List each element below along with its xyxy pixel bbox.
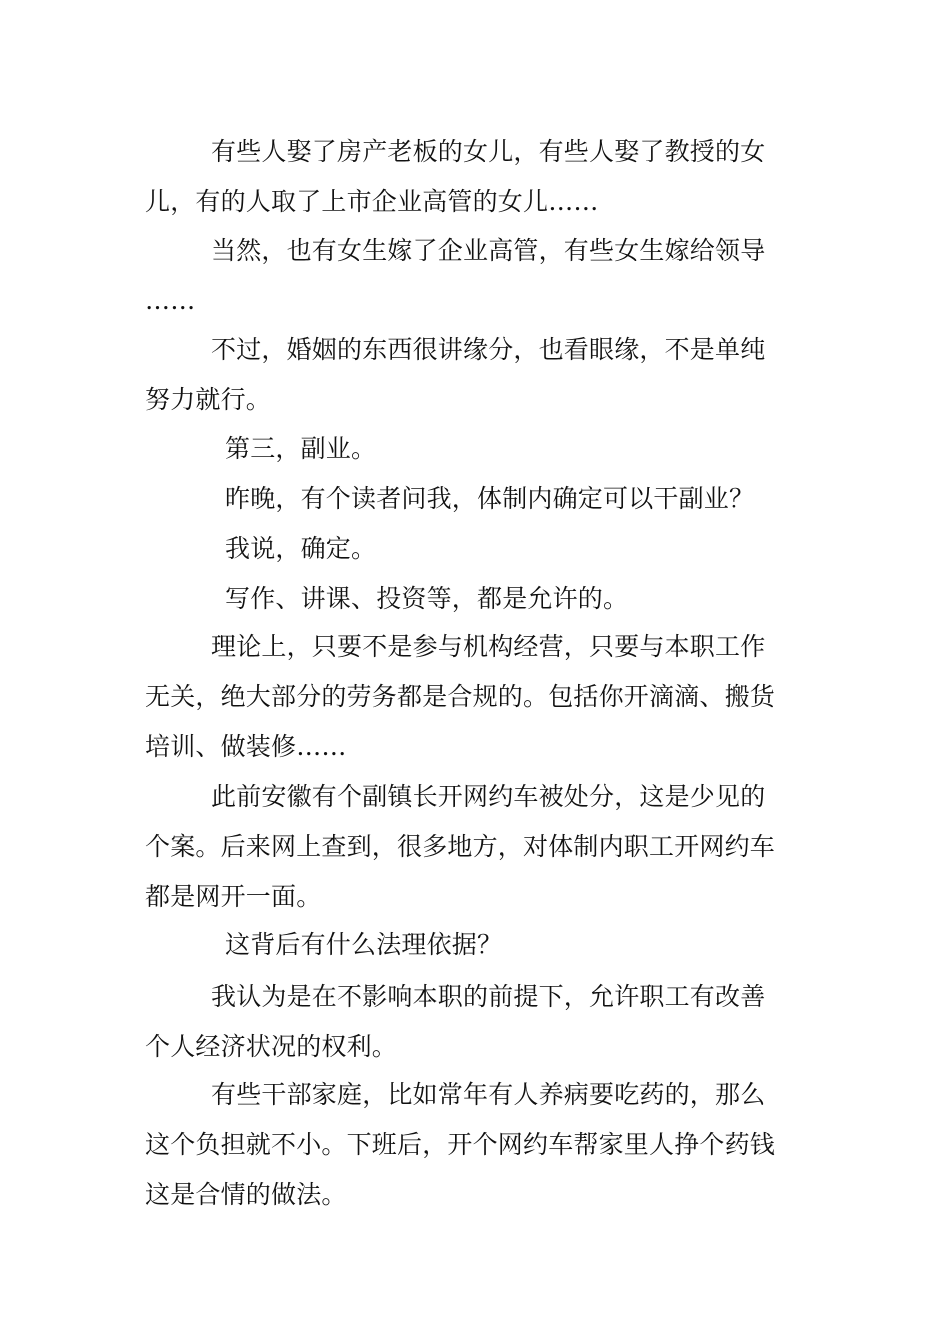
text-line: 第三，副业。 — [225, 434, 377, 463]
text-line: 有些人娶了房产老板的女儿，有些人娶了教授的女 — [211, 137, 766, 166]
text-line: 努力就行。 — [145, 385, 272, 414]
text-line: 当然，也有女生嫁了企业高管，有些女生嫁给领导 — [211, 236, 766, 265]
text-line: 有些干部家庭，比如常年有人养病要吃药的，那么 — [211, 1080, 766, 1109]
text-line: 这背后有什么法理依据？ — [225, 930, 503, 959]
paragraph — [145, 524, 810, 574]
paragraph — [145, 424, 810, 474]
text-line: 我说，确定。 — [225, 534, 377, 563]
text-line: 昨晚，有个读者问我，体制内确定可以干副业？ — [225, 484, 755, 513]
paragraph — [145, 226, 810, 326]
text-line: …… — [145, 286, 196, 315]
paragraph — [145, 972, 810, 1072]
text-line: 培训、做装修…… — [145, 732, 347, 761]
paragraph — [145, 622, 810, 772]
text-line: 我认为是在不影响本职的前提下，允许职工有改善 — [211, 982, 766, 1011]
paragraph — [145, 772, 810, 922]
text-line: 不过，婚姻的东西很讲缘分，也看眼缘，不是单纯 — [211, 335, 766, 364]
text-line: 都是网开一面。 — [145, 882, 322, 911]
paragraph — [145, 1070, 810, 1220]
paragraph — [145, 920, 810, 970]
text-line: 写作、讲课、投资等，都是允许的。 — [225, 584, 629, 613]
text-line: 儿，有的人取了上市企业高管的女儿…… — [145, 187, 599, 216]
text-line: 这个负担就不小。下班后，开个网约车帮家里人挣个药钱 — [145, 1130, 776, 1159]
paragraph — [145, 325, 810, 425]
text-line: 个案。后来网上查到，很多地方，对体制内职工开网约车 — [145, 832, 776, 861]
text-line: 这是合情的做法。 — [145, 1180, 347, 1209]
paragraph — [145, 127, 810, 227]
text-line: 理论上，只要不是参与机构经营，只要与本职工作 — [211, 632, 766, 661]
text-line: 此前安徽有个副镇长开网约车被处分，这是少见的 — [211, 782, 766, 811]
paragraph — [145, 574, 810, 624]
paragraph — [145, 474, 810, 524]
text-line: 无关，绝大部分的劳务都是合规的。包括你开滴滴、搬货 — [145, 682, 776, 711]
text-line: 个人经济状况的权利。 — [145, 1032, 398, 1061]
